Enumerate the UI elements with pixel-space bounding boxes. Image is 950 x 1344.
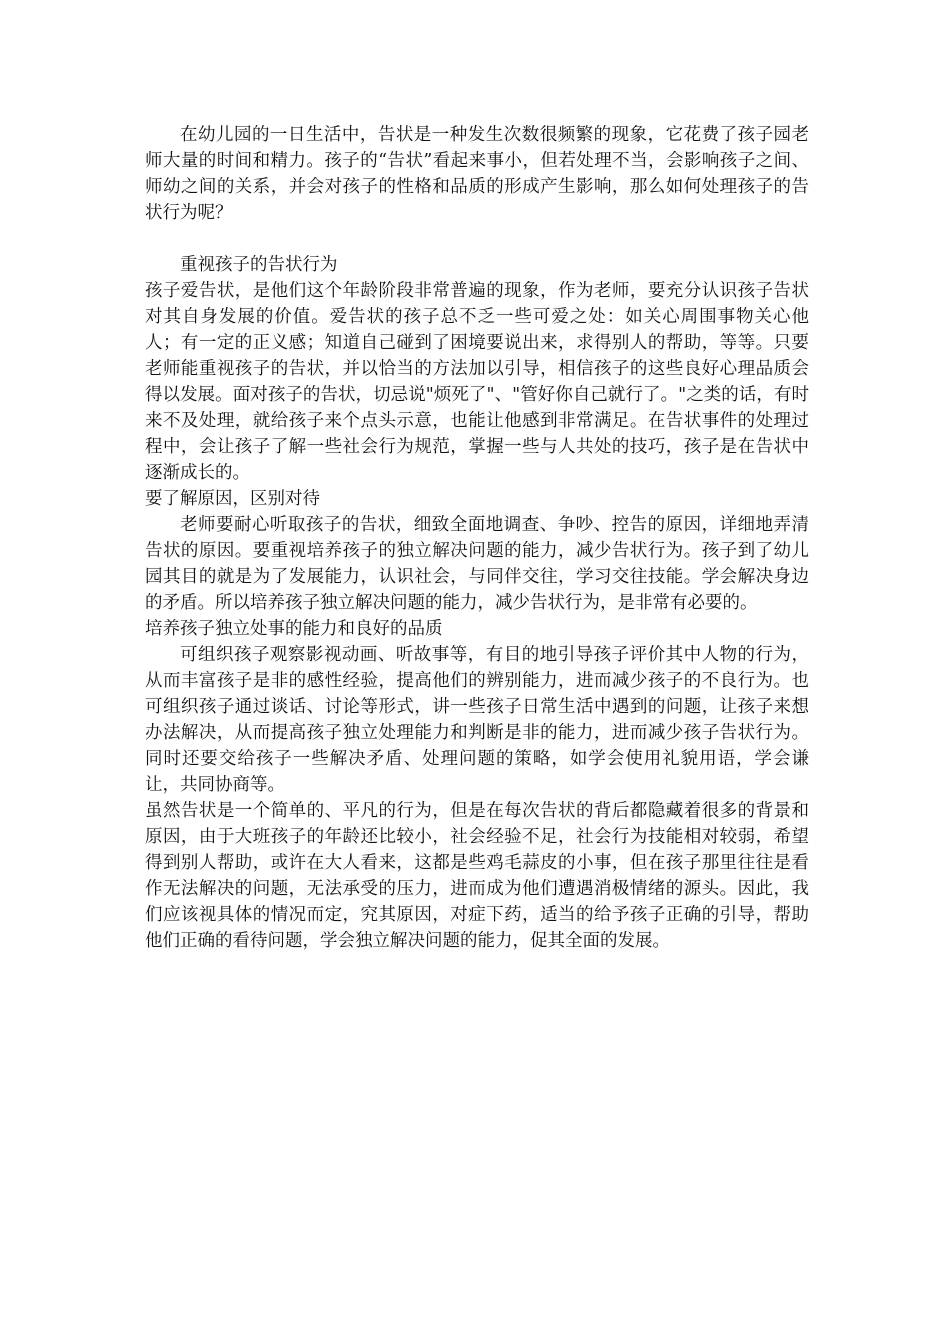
conclusion-paragraph: 虽然告状是一个简单的、平凡的行为，但是在每次告状的背后都隐藏着很多的背景和原因，由于大班孩子的年龄还比较小，社会经验不足，社会行为技能相对较弱，希望得到别人帮助，或许在大人看来，这都是些鸡毛蒜皮的小事，但在孩子那里往往是看作无法解决的问题，无法承受的压力，进而成为他们遭遇消极情绪的源头。因此，我们应该视具体的情况而定，究其原因，对症下药，适当的给予孩子正确的引导，帮助他们正确的看待问题，学会独立解决问题的能力，促其全面的发展。 <box>145 801 809 951</box>
section-body-1: 孩子爱告状，是他们这个年龄阶段非常普遍的现象，作为老师，要充分认识孩子告状对其自身发展的价值。爱告状的孩子总不乏一些可爱之处：如关心周围事物关心他人；有一定的正义感；知道自己碰到了困境要说出来，求得别人的帮助，等等。只要老师能重视孩子的告状，并以恰当的方法加以引导，相信孩子的这些良好心理品质会得以发展。面对孩子的告状，切忌说"烦死了"、"管好你自己就行了。"之类的话，有时来不及处理，就给孩子来个点头示意，也能让他感到非常满足。在告状事件的处理过程中，会让孩子了解一些社会行为规范，掌握一些与人共处的技巧，孩子是在告状中逐渐成长的。 <box>145 281 809 483</box>
section-body-2: 老师要耐心听取孩子的告状，细致全面地调查、争吵、控告的原因，详细地弄清告状的原因。要重视培养孩子的独立解决问题的能力，减少告状行为。孩子到了幼儿园其目的就是为了发展能力，认识社会，与同伴交往，学习交往技能。学会解决身边的矛盾。所以培养孩子独立解决问题的能力，减少告状行为，是非常有必要的。 <box>145 515 809 613</box>
paragraph-spacer <box>145 226 809 252</box>
intro-paragraph: 在幼儿园的一日生活中，告状是一种发生次数很频繁的现象，它花费了孩子园老师大量的时间和精力。孩子的“告状”看起来事小，但若处理不当，会影响孩子之间、师幼之间的关系，并会对孩子的性格和品质的形成产生影响，那么如何处理孩子的告状行为呢？ <box>145 125 809 223</box>
document-body <box>145 122 809 954</box>
section-body-3: 可组织孩子观察影视动画、听故事等，有目的地引导孩子评价其中人物的行为，从而丰富孩子是非的感性经验，提高他们的辨别能力，进而减少孩子的不良行为。也可组织孩子通过谈话、讨论等形式，讲一些孩子日常生活中遇到的问题，让孩子来想办法解决，从而提高孩子独立处理能力和判断是非的能力，进而减少孩子告状行为。同时还要交给孩子一些解决矛盾、处理问题的策略，如学会使用礼貌用语，学会谦让，共同协商等。 <box>145 645 809 795</box>
section-heading-3: 培养孩子独立处事的能力和良好的品质 <box>145 619 443 639</box>
section-heading-2: 要了解原因，区别对待 <box>145 489 320 509</box>
section-heading-1: 重视孩子的告状行为 <box>180 255 338 275</box>
